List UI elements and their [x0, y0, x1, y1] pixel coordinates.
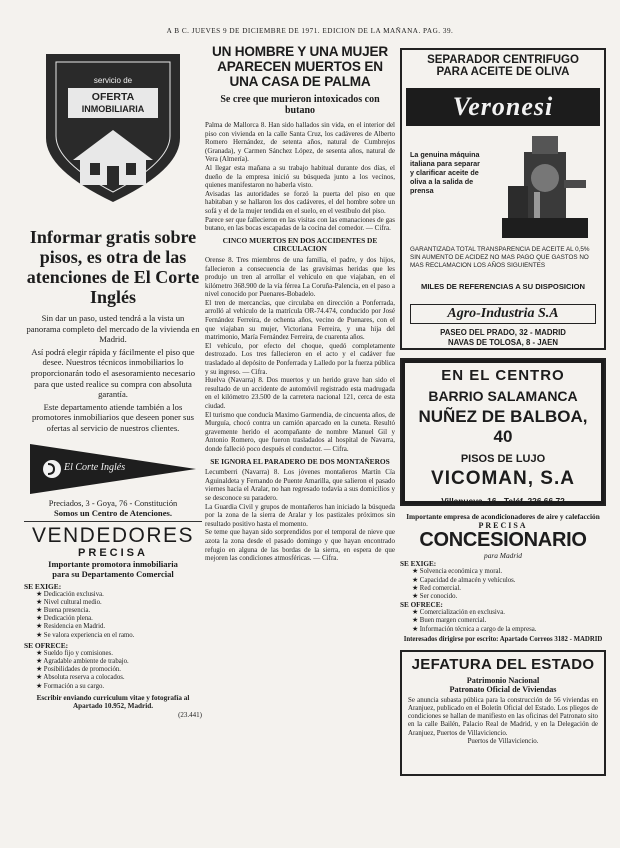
centrifuge-machine-icon — [494, 132, 594, 242]
corte-body-2: Así podrá elegir rápida y fácilmente el piso que desee. Nuestros técnicos inmobiliarios lo proporcionarán todo el asesoramiento necesario para que usted realice su compra con absoluta garantía. — [30, 346, 196, 400]
oferta-shield-icon — [38, 50, 188, 205]
list-item: ★ Dedicación exclusiva. — [36, 590, 104, 598]
list-item: ★ Residencia en Madrid. — [36, 623, 106, 631]
corte-body-3: Este departamento atiende también a los promotores inmobiliarios que deseen poner sus ofertas al servicio de nuestros clientes. — [31, 401, 195, 433]
article-title: UN HOMBRE Y UNA MUJER APARECEN MUERTOS EN UNA CASA DE PALMA — [211, 44, 389, 89]
article-p2: Al llegar esta mañana a su trabajo habitual durante dos días, el dueño de la empresa inició su búsqueda junto a los vecinos, quienes manifestaron no haberla visto. — [205, 163, 395, 190]
centro-addr: Villanueva, 16 - Teléf. 226 66 72 — [441, 496, 565, 506]
jefatura-ad — [400, 650, 606, 776]
vend-ref: (23.441) — [178, 710, 202, 719]
jef-footer: Puertos de Villaviciencio. — [467, 737, 539, 745]
sep-t1: SEPARADOR CENTRIFUGO — [427, 54, 579, 66]
conc-intro: Importante empresa de acondicionadores de aire y calefacción — [406, 512, 600, 521]
vend-req-list — [24, 591, 202, 640]
sep-brand-band — [406, 88, 600, 126]
vend-req-label: SE EXIGE: — [24, 581, 62, 591]
logo-line2: OFERTA — [91, 91, 135, 103]
conc-ofrece-label: SE OFRECE: — [400, 601, 443, 610]
sep-addr2: NAVAS DE TOLOSA, 8 - JAEN — [447, 338, 559, 347]
oferta-logo — [38, 50, 188, 205]
vend-desc1: Importante promotora inmobiliaria — [48, 558, 178, 569]
conc-precisa: PRECISA — [478, 521, 528, 531]
conc-ofrece-list — [400, 609, 606, 634]
list-item: ★ Posibilidades de promoción. — [36, 666, 122, 674]
article-p10: Lecumberri (Navarra) 8. Los jóvenes montañeros Martín Cía Aguinaldeta y Fernando de Puente Amarilla, que salieron el pasado viernes hacia el Aralar, no han regresado todavía a sus domicilios y se desconoce su paradero. — [205, 468, 395, 502]
sep-addr1: PASEO DEL PRADO, 32 - MADRID — [440, 328, 566, 337]
centro-ad — [400, 358, 606, 506]
list-item: ★ Sueldo fijo y comisiones. — [36, 649, 113, 657]
page-header: A B C. JUEVES 9 DE DICIEMBRE DE 1971. EDICION DE LA MAÑANA. PAG. 39. — [166, 27, 454, 35]
sep-company: Agro-Industria S.A — [447, 306, 559, 321]
article-p1: Palma de Mallorca 8. Han sido hallados sin vida, en el interior del piso con vivienda en la calle Santa Cruz, los cadáveres de Alberto Romero Hernández, de setenta años, natural de Cumbrejos (Granada), y Carmen Sánchez López, de sesenta años, natural de Vera (Almería). — [205, 121, 395, 164]
centro-l2: BARRIO SALAMANCA — [428, 388, 578, 404]
vend-off-list — [24, 650, 202, 691]
sep-company-band — [410, 304, 596, 324]
corte-tagline: Somos un Centro de Atenciones. — [24, 508, 202, 522]
concesionario-ad — [400, 513, 606, 644]
list-item: ★ Comercialización en exclusiva. — [412, 609, 505, 617]
pennant-text: El Corte Inglés — [64, 461, 126, 473]
list-item: ★ Absoluta reserva a colocados. — [36, 674, 125, 682]
accident-heading: CINCO MUERTOS EN DOS ACCIDENTES DE CIRCULACION — [222, 235, 378, 254]
article-p11: La Guardia Civil y grupos de montañeros han iniciado la búsqueda por la zona de la sierra de Aralar y los pastizales próximos sin resultado positivo hasta el momento. — [205, 502, 395, 528]
centro-l4: PISOS DE LUJO — [460, 453, 546, 465]
list-item: ★ Se valora experiencia en el ramo. — [36, 631, 135, 639]
list-item: ★ Nivel cultural medio. — [36, 598, 102, 606]
article-p3: Avisadas las autoridades se forzó la puerta del piso en que habitaban y se hallaron los dos cadáveres, el del hombre sobre un sofá y el de la mujer tendida en el suelo, en el vestíbulo del piso. — [205, 189, 395, 215]
sep-side: La genuina máquina italiana para separar y clarificar aceite de oliva a la salida de prensa — [410, 150, 480, 195]
list-item: ★ Solvencia económica y moral. — [412, 568, 503, 576]
vend-title: VENDEDORES — [31, 523, 195, 547]
conc-para: para Madrid — [484, 551, 522, 561]
article-p4: Parece ser que fallecieron en las visitas con las emanaciones de gas butano, en las bocas escapadas de la cocina del comedor. — Cifra. — [205, 215, 395, 233]
article-p9: El turismo que conducía Maximo Garmendia, de cincuenta años, de Murguía, chocó contra un camión aparcado en la cuneta. Resultó gravemente herido el acompañante de nombre Manuel Gil y Antonio Romero, que fueron trasladados al hospital de Navarra, donde falleció poco después el conductor. — Cifra. — [205, 410, 395, 453]
separador-ad — [400, 48, 606, 350]
mountaineers-heading: SE IGNORA EL PARADERO DE DOS MONTAÑEROS — [210, 456, 390, 466]
vend-sub: PRECISA — [78, 546, 148, 559]
list-item: ★ Ser conocido. — [412, 593, 458, 601]
corte-headline: Informar gratis sobre pisos, es otra de las atenciones de El Corte Inglés — [26, 227, 200, 307]
article-p7: El vehículo, por efecto del choque, quedó completamente destrozado. Los tres fallecieron en el acto y el cadáver fue trasladado al depósito de Ponferrada y Lalledo por la fuerza pública y su ingreso. — Cifra. — [205, 341, 395, 376]
sep-t2: PARA ACEITE DE OLIVA — [436, 66, 570, 78]
list-item: ★ Red comercial. — [412, 584, 461, 592]
jef-sub2: Patronato Oficial de Viviendas — [449, 684, 557, 694]
centro-l3: NUÑEZ DE BALBOA, 40 — [418, 407, 588, 446]
sep-guarantee: GARANTIZADA TOTAL TRANSPARENCIA DE ACEITE AL 0,5% SIN AUMENTO DE ACIDEZ NO MAS PAGO QUE GASTOS NO MAS RECLAMACION LOS AÑOS SIGUIENTES — [410, 246, 590, 269]
conc-title: CONCESIONARIO — [419, 529, 587, 552]
list-item: ★ Información técnica a cargo de la empresa. — [412, 625, 537, 633]
article-p8: Huelva (Navarra) 8. Dos muertos y un herido grave han sido el resultado de un accidente de automóvil registrado esta madrugada en el kilómetro 23.500 de la carretera nacional 121, cerca de esta ciudad. — [205, 376, 395, 410]
sep-brand: Veronesi — [452, 92, 554, 121]
list-item: ★ Agradable ambiente de trabajo. — [36, 657, 129, 665]
centro-brand: VICOMAN, S.A — [431, 468, 575, 489]
vendedores-ad — [24, 525, 202, 719]
conc-contact: Interesados dirigirse por escrito: Apartado Correos 3182 - MADRID — [403, 635, 603, 643]
jef-sub1: Patrimonio Nacional — [466, 675, 540, 685]
article-p12: Se teme que hayan sido sorprendidos por el temporal de nieve que azota la zona desde el pasado domingo y que hayan encontrado refugio en alguna de las bordas de la sierra, en espera de que mejoren las condiciones atmosféricas. — Cifra. — [205, 528, 395, 563]
list-item: ★ Capacidad de almacén y vehículos. — [412, 576, 516, 584]
list-item: ★ Buen margen comercial. — [412, 617, 487, 625]
conc-exige-list — [400, 568, 606, 601]
corte-body-1: Sin dar un paso, usted tendrá a la vista un panorama completo del mercado de la vivienda en Madrid. — [26, 313, 200, 345]
vend-off-label: SE OFRECE: — [24, 640, 69, 650]
vend-desc2: para su Departamento Comercial — [52, 568, 174, 579]
corte-addresses: Preciados, 3 - Goya, 76 - Constitución — [48, 498, 178, 508]
col-right — [400, 48, 606, 776]
corte-pennant — [24, 442, 202, 496]
article-p5: Orense 8. Tres miembros de una familia, el padre, y dos hijos, fallecieron a consecuencia de las gravísimas heridas que les produjo un tren al arrollar el vehículo en que viajaban, en el kilómetro 368.900 de la vía férrea La Coruña-Palencia, en el paso a nivel conocido por Puenares-Bobadelo. — [205, 255, 395, 299]
conc-exige-label: SE EXIGE: — [400, 560, 437, 569]
col-left — [24, 50, 202, 719]
col-center — [205, 44, 395, 563]
list-item: ★ Formación a su cargo. — [36, 682, 105, 690]
jef-title: JEFATURA DEL ESTADO — [411, 655, 595, 673]
article-p6: El tren de mercancías, que circulaba en dirección a Ponferrada, arrolló al vehículo de la matrícula OR-74.474, conducido por José Fernández Ferreira, de ochenta años, vecino de Puenares, con el que viajaban su mujer, Victoriana Ferreira, y una hija del matrimonio, María Fernández Ferreira, de cuarenta años. — [205, 298, 395, 342]
list-item: ★ Dedicación plena. — [36, 615, 93, 623]
article-subtitle: Se cree que murieron intoxicados con butano — [220, 94, 380, 116]
logo-line3: INMOBILIARIA — [81, 104, 145, 114]
logo-line1: servicio de — [93, 76, 133, 85]
jef-body: Se anuncia subasta pública para la construcción de 56 viviendas en Aranjuez, publicado en el Boletín Oficial del Estado. Los pliegos de condiciones se hallan de manifiesto en las oficinas del Patronato sito en la calle Bailén, Palacio Real de Madrid, y en la Delegación de Aranjuez, Puertos de Villaviciencio. — [408, 696, 598, 737]
centro-l1: EN EL CENTRO — [441, 367, 565, 384]
list-item: ★ Buena presencia. — [36, 606, 91, 614]
vend-footer: Escribir enviando curriculum vitae y fotografía al Apartado 10.952, Madrid. — [36, 693, 190, 711]
sep-refs: MILES DE REFERENCIAS A SU DISPOSICION — [421, 282, 585, 291]
